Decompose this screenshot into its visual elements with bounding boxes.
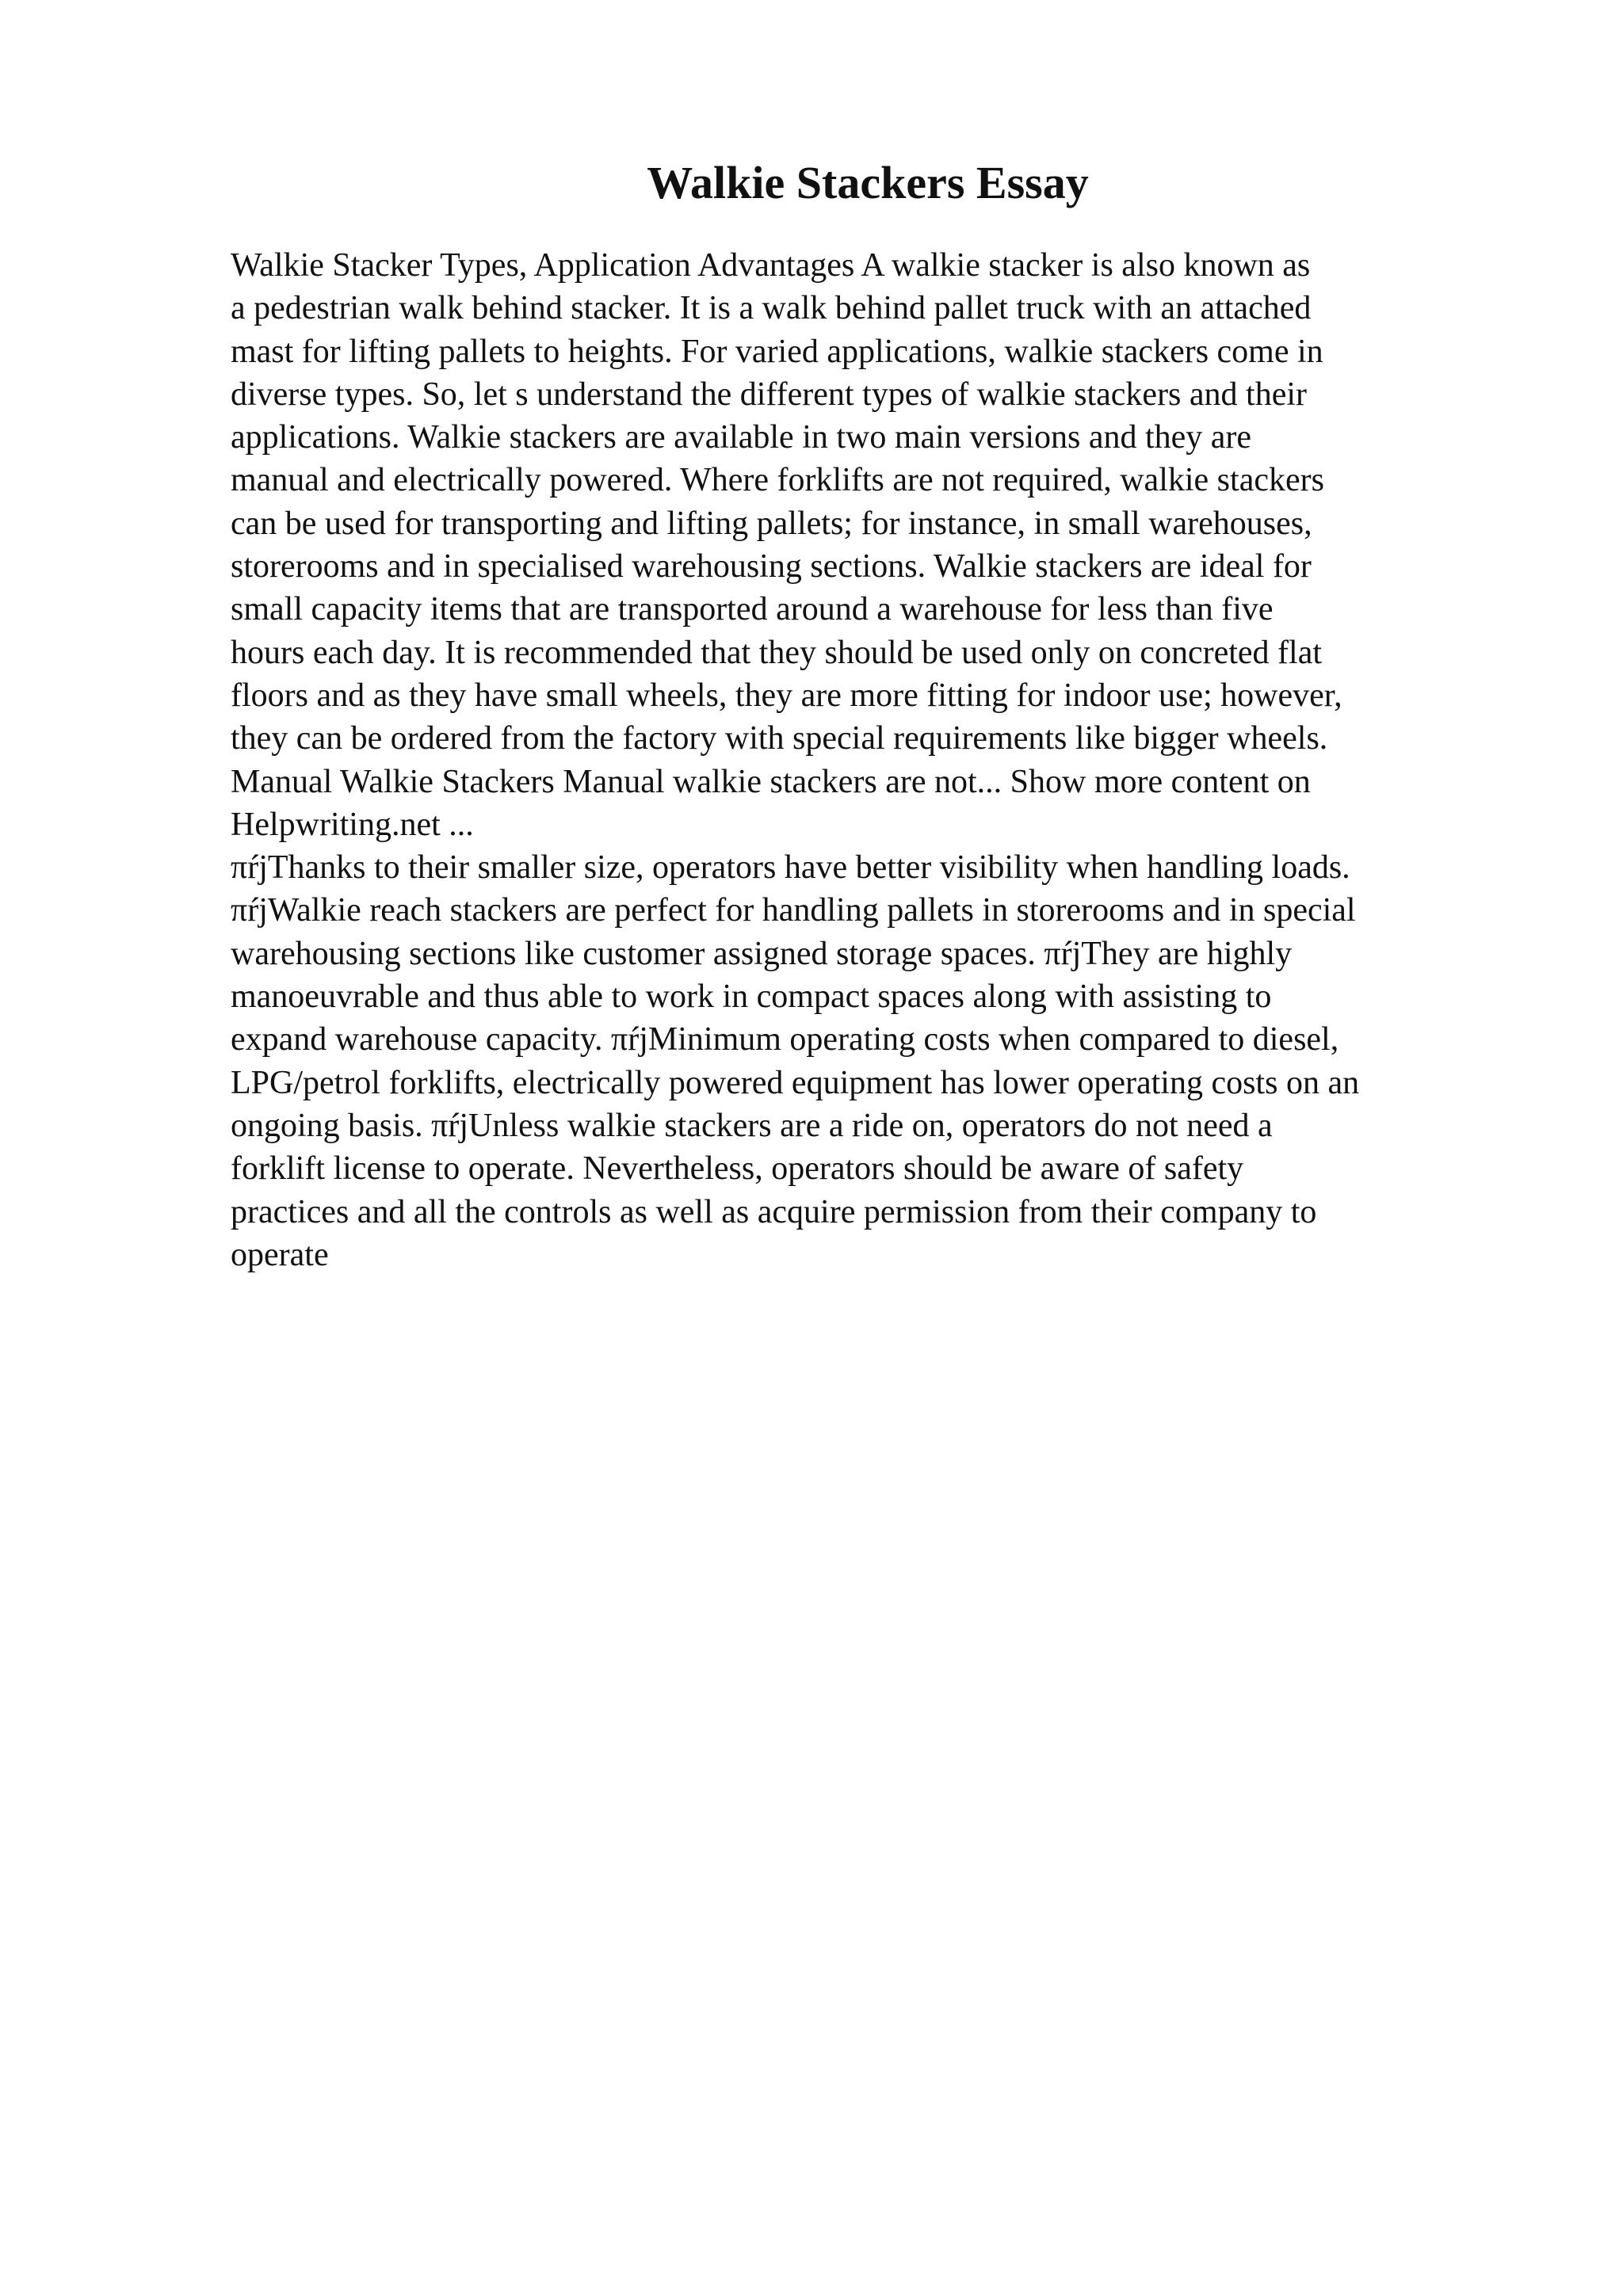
text-line: floors and as they have small wheels, they are more fitting for indoor use; however, <box>231 677 1342 714</box>
text-line: Manual Walkie Stackers Manual walkie stackers are not... Show more content on <box>231 763 1311 800</box>
text-line: they can be ordered from the factory with special requirements like bigger wheels. <box>231 720 1328 757</box>
text-line: LPG/petrol forklifts, electrically powered equipment has lower operating costs on an <box>231 1064 1360 1101</box>
text-line: small capacity items that are transported around a warehouse for less than five <box>231 591 1274 628</box>
text-line: expand warehouse capacity. πŕjMinimum operating costs when compared to diesel, <box>231 1021 1339 1058</box>
page-title: Walkie Stackers Essay <box>647 157 1089 208</box>
text-line: storerooms and in specialised warehousing sections. Walkie stackers are ideal for <box>231 548 1312 585</box>
text-line: can be used for transporting and lifting pallets; for instance, in small warehouses, <box>231 505 1312 542</box>
text-line: hours each day. It is recommended that they should be used only on concreted flat <box>231 634 1323 671</box>
text-line: a pedestrian walk behind stacker. It is a walk behind pallet truck with an attached <box>231 290 1312 327</box>
text-line: warehousing sections like customer assigned storage spaces. πŕjThey are highly <box>231 935 1293 972</box>
text-line: applications. Walkie stackers are available in two main versions and they are <box>231 419 1252 456</box>
text-line: practices and all the controls as well as acquire permission from their company to <box>231 1193 1317 1230</box>
text-line: Walkie Stacker Types, Application Advantages A walkie stacker is also known as <box>231 247 1311 284</box>
text-line: πŕjWalkie reach stackers are perfect for handling pallets in storerooms and in special <box>231 892 1356 929</box>
text-line: diverse types. So, let s understand the different types of walkie stackers and their <box>231 376 1308 413</box>
text-line: manoeuvrable and thus able to work in compact spaces along with assisting to <box>231 978 1272 1016</box>
text-line: forklift license to operate. Nevertheless, operators should be aware of safety <box>231 1150 1244 1188</box>
text-line: mast for lifting pallets to heights. For varied applications, walkie stackers come in <box>231 333 1323 370</box>
text-line: ongoing basis. πŕjUnless walkie stackers are a ride on, operators do not need a <box>231 1107 1273 1144</box>
text-line: Helpwriting.net ... <box>231 806 474 843</box>
text-line: πŕjThanks to their smaller size, operators have better visibility when handling loads. <box>231 849 1350 887</box>
text-line: manual and electrically powered. Where forklifts are not required, walkie stackers <box>231 462 1324 499</box>
text-line: operate <box>231 1236 329 1273</box>
essay-body <box>231 244 1514 1276</box>
